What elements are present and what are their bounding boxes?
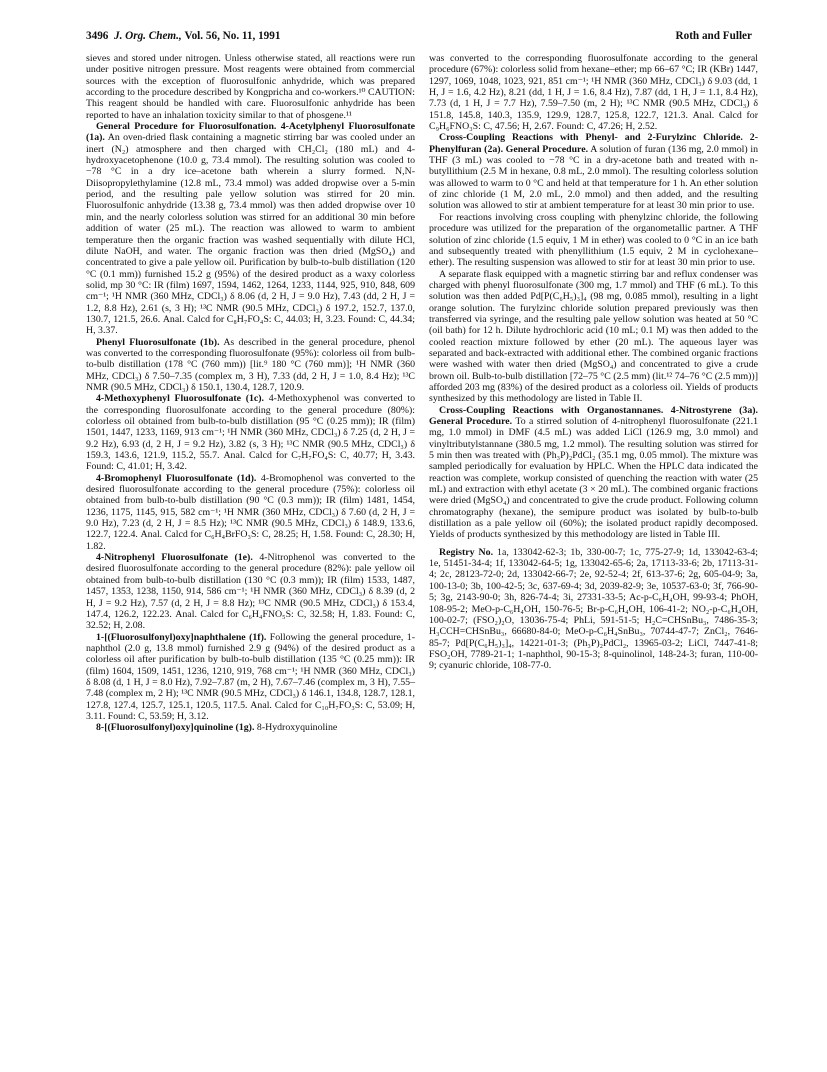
journal-name: J. Org. Chem., xyxy=(113,30,182,42)
paragraph-text: Following the general procedure, 1-naphthol (2.0 g, 13.8 mmol) furnished 2.9 g (94%) of the desired product as a colorless oil after purification by bulb-to-bulb distillation (135 °C (0.25 mm)): IR (film) 1604, 1509, 1451, 1236, 1210, 919, 768 cm⁻¹; ¹H NMR (360 MHz, CDCl₃) δ 8.08 (d, 1 H, J = 8.0 Hz), 7.92–7.87 (m, 2 H), 7.67–7.46 (complex m, 3 H), 7.55–7.48 (complex m, 2 H); ¹³C NMR (90.5 MHz, CDCl₃) δ 146.1, 134.8, 128.7, 128.1, 127.8, 127.4, 125.7, 125.1, 120.5, 117.5. Anal. Calcd for C₁₀H₇FO₃S: C, 53.09; H, 3.11. Found: C, 53.59; H, 3.12. xyxy=(86,631,415,722)
page-number: 3496 xyxy=(86,30,109,42)
paragraph xyxy=(429,53,758,132)
paragraph-heading: Cross-Coupling Reactions with Organostannanes. 4-Nitrostyrene (3a). General Procedure. xyxy=(429,404,758,427)
paragraph-text: 4-Bromophenol was converted to the desired fluorosulfonate according to the general procedure (75%): colorless oil obtained from bulb-to-bulb distillation (90 °C (0.3 mm)); IR (film) 1481, 1454, 1236, 1175, 1145, 915, 582 cm⁻¹; ¹H NMR (360 MHz, CDCl₃) δ 7.60 (d, 2 H, J = 9.0 Hz), 7.23 (d, 2 H, J = 8.5 Hz); ¹³C NMR (90.5 MHz, CDCl₃) δ 148.9, 133.6, 122.7, 122.4. Anal. Calcd for C₆H₄BrFO₃S: C, 28.25; H, 1.58. Found: C, 28.30; H, 1.82. xyxy=(86,472,415,552)
right-column xyxy=(429,53,758,672)
paragraph-text: A solution of furan (136 mg, 2.0 mmol) in THF (3 mL) was cooled to −78 °C in a dry-acetone bath and treated with n-butyllithium (2.5 M in hexane, 0.8 mL, 2.0 mmol). The resulting colorless solution was allowed to warm to 0 °C and held at that temperature for 1 h. An ether solution of zinc chloride (1 M, 2.0 mL, 2.0 mmol) and then added, and the resulting solution was allowed to stir at ambient temperature for at least 30 min prior to use. xyxy=(429,143,759,212)
paragraph xyxy=(429,269,758,405)
paragraph xyxy=(86,337,415,394)
paragraph xyxy=(429,547,758,672)
paragraph xyxy=(429,405,758,541)
paragraph-text: A separate flask equipped with a magnetic stirring bar and reflux condenser was charged with phenyl fluorosulfonate (300 mg, 1.7 mmol) and THF (6 mL). To this solution was then added Pd[P(C₆H₅)₃]₄ (98 mg, 0.085 mmol), resulting in a light orange solution. The furylzinc chloride solution prepared previously was then transferred via syringe, and the resulting pale yellow solution was heated at 50 °C (oil bath) for 12 h. Dilute hydrochloric acid (10 mL; 0.1 M) was then added to the cooled reaction mixture followed by ether (20 mL). The aqueous layer was separated and back-extracted with additional ether. The combined organic fractions were washed with water then dried (MgSO₄) and concentrated to give a crude brown oil. Bulb-to-bulb distillation [72–75 °C (2.5 mm) (lit.¹² 74–76 °C (2.5 mm))] afforded 203 mg (83%) of the desired product as a colorless oil. Yields of products synthesized by this methodology are listed in Table II. xyxy=(429,268,758,405)
paragraph-heading: 4-Bromophenyl Fluorosulfonate (1d). xyxy=(96,472,257,484)
paragraph-heading: 1-[(Fluorosulfonyl)oxy]naphthalene (1f). xyxy=(96,631,267,643)
paragraph xyxy=(429,212,758,269)
paragraph-text: For reactions involving cross coupling with phenylzinc chloride, the following procedure was utilized for the preparation of the organometallic partner. A THF solution of zinc chloride (1.5 equiv, 1 M in ether) was cooled to 0 °C in an ice bath and subsequently treated with phenyllithium (1.5 equiv, 2 M in cyclohexane–ether). The resulting suspension was allowed to stir for at least 30 min prior to use. xyxy=(429,211,758,269)
header-authors: Roth and Fuller xyxy=(675,30,752,42)
left-column xyxy=(86,53,415,734)
paragraph-text: sieves and stored under nitrogen. Unless otherwise stated, all reactions were run under positive nitrogen pressure. Most reagents were obtained from commercial sources with the exception of fluorosulfonic anhydride, which was prepared according to the procedure described by Kongpricha and co-workers.¹⁰ CAUTION: This reagent should be handled with care. Fluorosulfonic anhydride has been reported to have an inhalation toxicity similar to that of phosgene.¹¹ xyxy=(86,53,415,121)
paragraph-heading: Cross-Coupling Reactions with Phenyl- and 2-Furylzinc Chloride. 2-Phenylfuran (2a). General Procedure. xyxy=(429,132,758,155)
volume-issue-year: Vol. 56, No. 11, 1991 xyxy=(184,30,281,42)
paragraph xyxy=(86,473,415,552)
paragraph xyxy=(86,393,415,472)
paragraph-text: 4-Methoxyphenol was converted to the corresponding fluorosulfonate according to the general procedure (80%): colorless oil obtained from bulb-to-bulb distillation (95 °C (0.25 mm)); IR (film) 1501, 1447, 1233, 1169, 913 cm⁻¹; ¹H NMR (360 MHz, CDCl₃) δ 7.25 (d, 2 H, J = 9.2 Hz), 6.93 (d, 2 H, J = 9.2 Hz), 3.82 (s, 3 H); ¹³C NMR (90.5 MHz, CDCl₃) δ 159.3, 143.6, 121.9, 115.2, 55.7. Anal. Calcd for C₇H₇FO₄S: C, 40.77; H, 3.43. Found: C, 41.01; H, 3.42. xyxy=(86,393,415,473)
paragraph-text: As described in the general procedure, phenol was converted to the corresponding fluorosulfonate (95%): colorless oil from bulb-to-bulb distillation (178 °C (760 mm)) [lit.⁹ 180 °C (760 mm)]; ¹H NMR (360 MHz, CDCl₃) δ 7.50–7.35 (complex m, 3 H), 7.33 (dd, 2 H, J = 1.0, 8.4 Hz); ¹³C NMR (90.5 MHz, CDCl₃) δ 150.1, 130.4, 128.7, 120.9. xyxy=(86,336,415,393)
paragraph xyxy=(429,132,758,211)
paragraph xyxy=(86,53,415,121)
paragraph-text: 4-Nitrophenol was converted to the desired fluorosulfonate according to the general procedure (82%): pale yellow oil obtained from bulb-to-bulb distillation (130 °C (0.3 mm)); IR (film) 1533, 1487, 1457, 1353, 1238, 1150, 914, 586 cm⁻¹; ¹H NMR (360 MHz, CDCl₃) δ 8.39 (d, 2 H, J = 9.2 Hz), 7.57 (d, 2 H, J = 8.8 Hz); ¹³C NMR (90.5 MHz, CDCl₃) δ 153.4, 147.4, 126.2, 122.23. Anal. Calcd for C₆H₄FNO₅S: C, 32.58; H, 1.83. Found: C, 32.52; H, 2.08. xyxy=(86,552,416,632)
paragraph-heading: Registry No. xyxy=(439,546,494,558)
paragraph-text: was converted to the corresponding fluorosulfonate according to the general procedure (67%): colorless solid from hexane–ether; mp 66–67 °C; IR (KBr) 1447, 1297, 1069, 1048, 1023, 921, 851 cm⁻¹; ¹H NMR (360 MHz, CDCl₃) δ 9.03 (dd, 1 H, J = 1.6, 4.2 Hz), 8.21 (dd, 1 H, J = 1.6, 8.4 Hz), 7.87 (dd, 1 H, J = 1.1, 8.4 Hz), 7.73 (d, 1 H, J = 7.7 Hz), 7.59–7.50 (m, 2 H); ¹³C NMR (90.5 MHz, CDCl₃) δ 151.8, 145.8, 140.3, 135.9, 129.9, 128.7, 125.8, 122.7, 121.3. Anal. Calcd for C₉H₆FNO₃S: C, 47.56; H, 2.67. Found: C, 47.26; H, 2.52. xyxy=(429,53,758,133)
paragraph-text: 8-Hydroxyquinoline xyxy=(256,722,338,734)
paragraph-heading: Phenyl Fluorosulfonate (1b). xyxy=(96,336,220,348)
paragraph-text: To a stirred solution of 4-nitrophenyl fluorosulfonate (221.1 mg, 1.0 mmol) in DMF (4.5 mL) was added LiCl (126.9 mg, 3.0 mmol) and vinyltributylstannane (380.5 mg, 1.2 mmol). The resulting solution was stirred for 5 min then was treated with (Ph₃P)₂PdCl₂ (35.1 mg, 0.05 mmol). The mixture was sampled periodically for evaluation by HPLC. When the HPLC data indicated the reaction was complete, workup consisted of quenching the reaction with water (25 mL) and extraction with ethyl acetate (3 × 20 mL). The combined organic fractions were dried (MgSO₄) and concentrated to give the crude product. Following column chromatography (hexane), the semipure product was isolated by bulb-to-bulb distillation as a pale yellow oil (60%); the isolated product rapidly decomposed. Yields of products synthesized by this methodology are listed in Table III. xyxy=(429,416,758,541)
paragraph xyxy=(86,722,415,733)
paragraph-heading: 8-[(Fluorosulfonyl)oxy]quinoline (1g). xyxy=(96,722,255,734)
paragraph xyxy=(86,552,415,631)
paragraph-heading: 4-Methoxyphenyl Fluorosulfonate (1c). xyxy=(96,393,265,405)
running-header xyxy=(86,30,752,46)
paragraph xyxy=(86,632,415,723)
paragraph-text: An oven-dried flask containing a magnetic stirring bar was cooled under an inert (N₂) atmosphere and then charged with CH₂Cl₂ (180 mL) and 4-hydroxyacetophenone (10.0 g, 73.4 mmol). The resulting solution was cooled to −78 °C in a dry ice–acetone bath wherein a slurry formed. N,N-Diisopropylethylamine (12.8 mL, 73.4 mmol) was added dropwise over a 5-min period, and the resulting pale yellow solution was stirred for 20 min. Fluorosulfonic anhydride (13.38 g, 73.4 mmol) was then added dropwise over 10 min, and the nearly colorless solution was stirred for an additional 30 min before addition of water (25 mL). The reaction was allowed to warm to ambient temperature then the organic fraction was washed sequentially with dilute HCl, dilute NaOH, and water. The organic fraction was then dried (MgSO₄) and concentrated to give a pale yellow oil. Purification by bulb-to-bulb distillation (120 °C (0.1 mm)) furnished 15.2 g (95%) of the desired product as a waxy colorless solid, mp 30 °C: IR (film) 1697, 1594, 1462, 1264, 1233, 1144, 925, 910, 848, 609 cm⁻¹; ¹H NMR (360 MHz, CDCl₃) δ 8.06 (d, 2 H, J = 9.0 Hz), 7.43 (dd, 2 H, J = 1.2, 8.8 Hz), 2.61 (s, 3 H); ¹³C NMR (90.5 MHz, CDCl₃) δ 197.2, 152.7, 137.0, 130.7, 121.5, 26.6. Anal. Calcd for C₈H₇FO₄S: C, 44.03; H, 3.23. Found: C, 44.34; H, 3.37. xyxy=(86,132,415,337)
paragraph-heading: 4-Nitrophenyl Fluorosulfonate (1e). xyxy=(96,552,253,564)
paragraph-text: 1a, 133042-62-3; 1b, 330-00-7; 1c, 775-27-9; 1d, 133042-63-4; 1e, 51451-34-4; 1f, 133042-64-5; 1g, 133042-65-6; 2a, 17113-33-6; 2b, 17113-31-4; 2c, 28123-72-0; 2d, 133042-66-7; 2e, 92-52-4; 2f, 613-37-6; 2g, 605-04-9; 3a, 100-13-0; 3b, 100-42-5; 3c, 637-69-4; 3d, 2039-82-9; 3e, 10537-63-0; 3f, 766-90-5; 3g, 2143-90-0; 3h, 826-74-4; 3i, 27331-33-5; Ac-p-C₆H₄OH, 99-93-4; PhOH, 108-95-2; MeO-p-C₆H₄OH, 150-76-5; Br-p-C₆H₄OH, 106-41-2; NO₂-p-C₆H₄OH, 100-02-7; (FSO₂)₂O, 13036-75-4; PhLi, 591-51-5; H₂C=CHSnBu₃, 7486-35-3; H₃CCH=CHSnBu₃, 66680-84-0; MeO-p-C₆H₄SnBu₃, 70744-47-7; ZnCl₂, 7646-85-7; Pd[P(C₆H₅)₃]₄, 14221-01-3; (Ph₃P)₂PdCl₂, 13965-03-2; LiCl, 7447-41-8; FSO₂OH, 7789-21-1; 1-naphthol, 90-15-3; 8-quinolinol, 148-24-3; furan, 110-00-9; cyanuric chloride, 108-77-0. xyxy=(429,546,758,672)
paragraph xyxy=(86,121,415,337)
paragraph-heading: General Procedure for Fluorosulfonation. 4-Acetylphenyl Fluorosulfonate (1a). xyxy=(86,121,415,144)
header-citation xyxy=(86,30,280,42)
